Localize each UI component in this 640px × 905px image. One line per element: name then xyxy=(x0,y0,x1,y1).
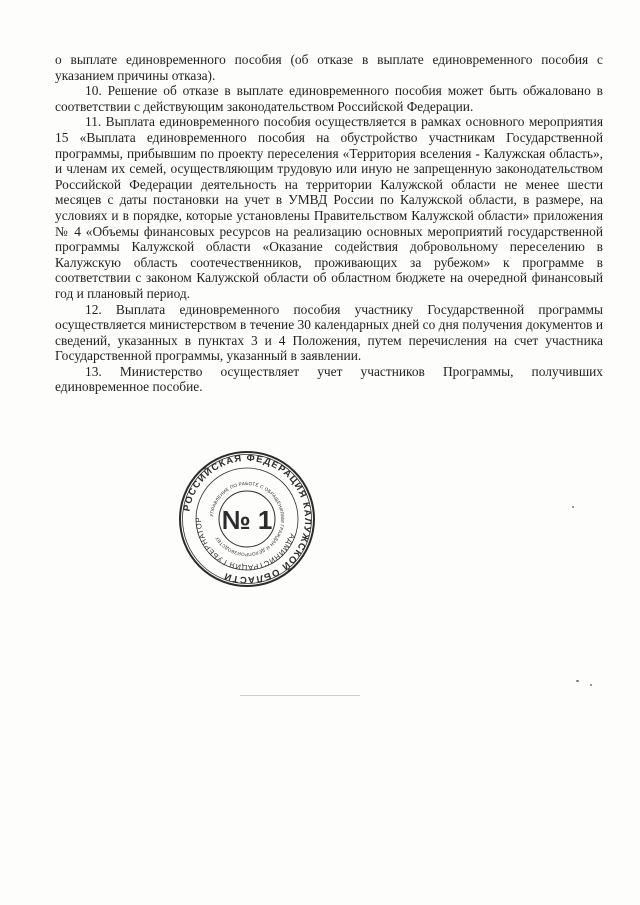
official-stamp xyxy=(178,450,316,588)
stamp-outer-text: РОССИЙСКАЯ ФЕДЕРАЦИЯ КАЛУЖСКОЙ ОБЛАСТИ xyxy=(181,452,314,586)
stamp-inner-text: УПРАВЛЕНИЕ ПО РАБОТЕ С ОБРАЩЕНИЯМИ ГРАЖДАН И ДЕЛОПРОИЗВОДСТВУ xyxy=(209,480,286,558)
scan-speck xyxy=(590,684,592,686)
paragraph-13: 13. Министерство осуществляет учет участников Программы, получивших единовременное пособие. xyxy=(55,363,603,395)
paragraph-11: 11. Выплата единовременного пособия осуществляется в рамках основного мероприятия 15 «Выплата единовременного пособия на обустройство участникам Государственной программы, прибывшим по проекту переселения «Территория вселения - Калужская область», и членам их семей, осуществляющим трудовую или иную не запрещенную законодательством Российской Федерации деятельность на территории Калужской области не менее шести месяцев с даты постановки на учет в УМВД России по Калужской области, в размере, на условиях и в порядке, которые установлены Правительством Калужской области» приложения № 4 «Объемы финансовых ресурсов на реализацию основных мероприятий государственной программы Калужской области «Оказание содействия добровольному переселению в Калужскую область соотечественников, проживающих за рубежом» к программе в соответствии с законом Калужской области об областном бюджете на очередной финансовый год и плановый период. xyxy=(55,114,603,301)
document-body xyxy=(55,52,603,395)
stamp-number: № 1 xyxy=(221,505,273,535)
paragraph-continuation: о выплате единовременного пособия (об отказе в выплате единовременного пособия с указанием причины отказа). xyxy=(55,52,603,83)
stamp-middle-text: АДМИНИСТРАЦИЯ ГУБЕРНАТОР xyxy=(193,517,298,573)
scan-speck xyxy=(240,695,360,696)
scan-speck xyxy=(572,506,574,508)
paragraph-12: 12. Выплата единовременного пособия участнику Государственной программы осуществляется министерством в течение 30 календарных дней со дня получения документов и сведений, указанных в пунктах 3 и 4 Положения, путем перечисления на счет участника Государственной программы, указанный в заявлении. xyxy=(55,301,603,364)
stamp-seal-icon xyxy=(178,450,316,588)
paragraph-10: 10. Решение об отказе в выплате единовременного пособия может быть обжаловано в соответствии с действующим законодательством Российской Федерации. xyxy=(55,83,603,114)
scan-speck xyxy=(576,680,579,682)
